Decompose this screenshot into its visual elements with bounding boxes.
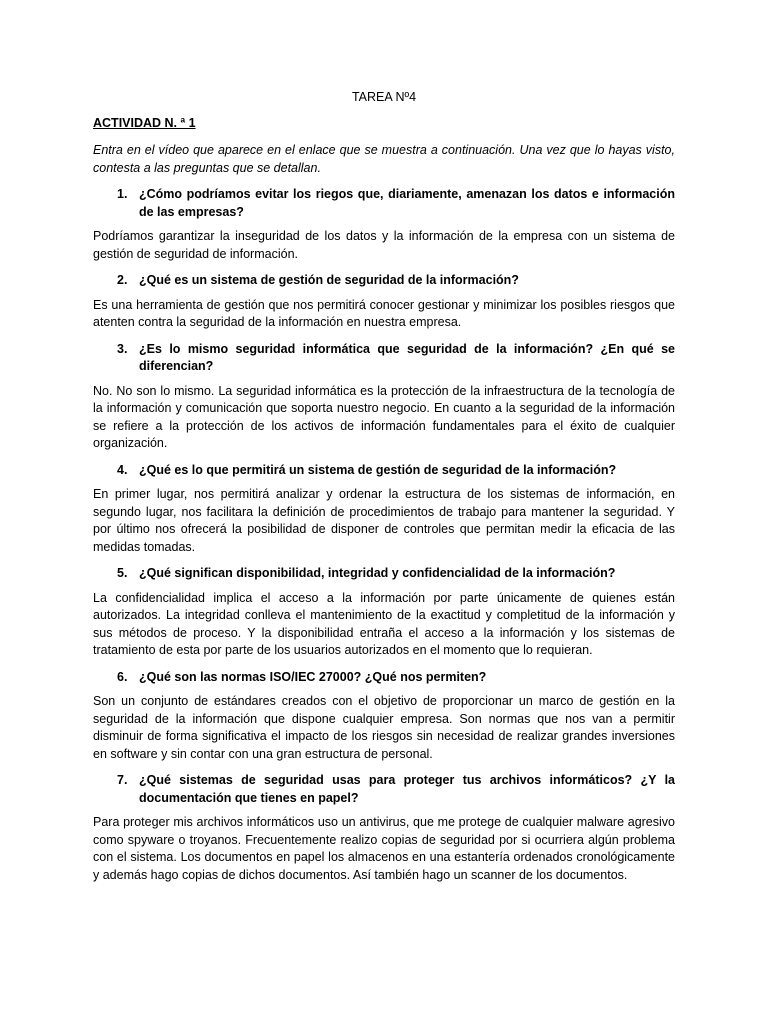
question-number: 6. — [117, 669, 128, 684]
answer-text: La confidencialidad implica el acceso a la información por parte únicamente de quienes están autorizados. La integridad conlleva el mantenimiento de la exactitud y completitud de la información y sus métodos de proceso. Y la disponibilidad entraña el acceso a la información y los sistemas de tratamiento de esta por parte de los usuarios autorizados en el momento que lo requieran. — [93, 590, 675, 657]
question-text: ¿Cómo podríamos evitar los riegos que, diariamente, amenazan los datos e información de las empresas? — [139, 187, 675, 219]
question-number: 3. — [117, 341, 128, 356]
activity-heading: ACTIVIDAD N. ª 1 — [93, 116, 196, 130]
answer-text: No. No son lo mismo. La seguridad informática es la protección de la infraestructura de la tecnología de la información y comunicación que soporta nuestro negocio. En cuanto a la seguridad de la información se refiere a la protección de los activos de información fundamentales para el éxito de cualquier organización. — [93, 383, 675, 450]
question-text: ¿Qué sistemas de seguridad usas para proteger tus archivos informáticos? ¿Y la documentación que tienes en papel? — [139, 773, 675, 805]
answer-text: En primer lugar, nos permitirá analizar y ordenar la estructura de los sistemas de información, en segundo lugar, nos facilitara la definición de procedimientos de trabajo para mantener la seguridad. Y por último nos ofrecerá la posibilidad de disponer de controles que permitan medir la eficacia de las medidas tomadas. — [93, 487, 675, 554]
activity-instructions: Entra en el vídeo que aparece en el enlace que se muestra a continuación. Una vez que lo hayas visto, contesta a las preguntas que se detallan. — [93, 143, 675, 175]
question-item — [93, 565, 675, 583]
question-list — [93, 186, 675, 893]
question-item — [93, 272, 675, 290]
answer-text: Para proteger mis archivos informáticos uso un antivirus, que me protege de cualquier malware agresivo como spyware o troyanos. Frecuentemente realizo copias de seguridad por si ocurriera algún problema con el sistema. Los documentos en papel los almacenos en una estantería ordenados cronológicamente y además hago copias de dichos documentos. Así también hago un scanner de los documentos. — [93, 815, 675, 882]
question-text: ¿Es lo mismo seguridad informática que seguridad de la información? ¿En qué se diferencian? — [139, 341, 675, 373]
question-text: ¿Qué es lo que permitirá un sistema de gestión de seguridad de la información? — [139, 462, 617, 477]
question-text: ¿Qué es un sistema de gestión de seguridad de la información? — [139, 273, 519, 287]
question-text: ¿Qué significan disponibilidad, integridad y confidencialidad de la información? — [139, 566, 616, 580]
question-number: 7. — [117, 773, 128, 787]
question-item — [93, 772, 675, 807]
question-item — [93, 186, 675, 221]
answer-text: Es una herramienta de gestión que nos permitirá conocer gestionar y minimizar los posibles riesgos que atenten contra la seguridad de la información en nuestra empresa. — [93, 297, 675, 329]
question-number: 2. — [117, 273, 128, 287]
question-item — [93, 669, 675, 687]
question-number: 5. — [117, 566, 128, 580]
document-title: TAREA Nº4 — [351, 90, 417, 104]
question-number: 1. — [117, 187, 128, 201]
answer-text: Podríamos garantizar la inseguridad de los datos y la información de la empresa con un sistema de gestión de seguridad de información. — [93, 229, 675, 261]
question-number: 4. — [117, 462, 128, 477]
answer-text: Son un conjunto de estándares creados con el objetivo de proporcionar un marco de gestión en la seguridad de la información que dispone cualquier empresa. Son normas que nos van a permitir disminuir de forma significativa el impacto de los riesgos sin necesidad de realizar grandes inversiones en software y sin contar con una gran estructura de personal. — [93, 694, 675, 761]
question-item — [93, 462, 675, 480]
question-item — [93, 341, 675, 376]
question-text: ¿Qué son las normas ISO/IEC 27000? ¿Qué nos permiten? — [139, 669, 487, 684]
